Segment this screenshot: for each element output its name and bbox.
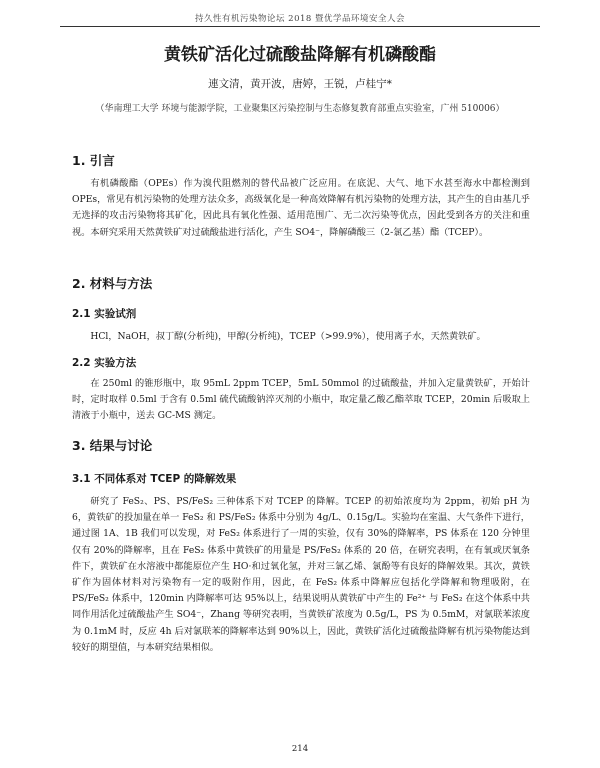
section-heading-methods: 2. 材料与方法 bbox=[72, 276, 153, 291]
paper-title: 黄铁矿活化过硫酸盐降解有机磷酸酯 bbox=[164, 45, 436, 65]
affiliation: （华南理工大学 环境与能源学院，工业聚集区污染控制与生态修复教育部重点实验室，广州 510006） bbox=[95, 104, 505, 114]
page-number: 214 bbox=[291, 744, 309, 754]
subsection-heading-reagents: 2.1 实验试剂 bbox=[72, 308, 137, 320]
header-rule bbox=[60, 26, 540, 27]
running-head: 持久性有机污染物论坛 2018 暨优学品环境安全人会 bbox=[194, 14, 406, 24]
procedure-paragraph: 在 250ml 的锥形瓶中，取 95mL 2ppm TCEP，5mL 50mmol 的过硫酸盐，并加入定量黄铁矿，开始计时，定时取样 0.5ml 于含有 0.5ml 硫代硫酸钠淬灭剂的小瓶中，取定量乙酸乙酯萃取 TCEP，20min 后吸取上清液于小瓶中，送去 GC-MS 测定。 bbox=[72, 378, 530, 422]
section-heading-results: 3. 结果与讨论 bbox=[72, 438, 153, 453]
subsection-heading-procedure: 2.2 实验方法 bbox=[72, 357, 137, 369]
introduction-paragraph: 有机磷酸酯（OPEs）作为溴代阻燃剂的替代品被广泛应用。在底泥、大气、地下水甚至海水中都检测到 OPEs，常见有机污染物的处理方法众多，高级氧化是一种高效降解有机污染物的处理方法，其产生的自由基几乎无选择的攻击污染物将其矿化，因此具有氧化性强、适用范围广、无二次污染等优点，因此受到各方的关注和重视。本研究采用天然黄铁矿对过硫酸盐进行活化，产生 SO4⁻，降解磷酸三（2-氯乙基）酯（TCEP）。 bbox=[72, 178, 530, 238]
author-list: 連文清，黄开波，唐婷，王锐，卢桂宁* bbox=[208, 78, 392, 90]
results-paragraph: 研究了 FeS₂、PS、PS/FeS₂ 三种体系下对 TCEP 的降解。TCEP 的初始浓度均为 2ppm，初始 pH 为 6，黄铁矿的投加量在单一 FeS₂ 和 PS/FeS₂ 体系中分别为 4g/L、0.15g/L。实验均在室温、大气条件下进行，通过图 1A、1B 我们可以发现，对 FeS₂ 体系进行了一周的实验，仅有 30%的降解率，PS 体系在 120 分钟里仅有 20%的降解率，且在 FeS₂ 体系中黄铁矿的用量是 PS/FeS₂ 体系的 20 倍，在研究表明，在有氧或厌氧条件下，黄铁矿在水溶液中都能原位产生 HO·和过氧化氢，并对三氯乙烯、氯酚等有良好的降解效果。其次，黄铁矿作为固体材料对污染物有一定的吸附作用，因此，在 FeS₂ 体系中降解应包括化学降解和物理吸附，在 PS/FeS₂ 体系中，120min 内降解率可达 95%以上，结果说明从黄铁矿中产生的 Fe²⁺ 与 FeS₂ 在这个体系中共同作用活化过硫酸盐产生 SO4⁻，Zhang 等研究表明，当黄铁矿浓度为 0.5g/L，PS 为 0.5mM，对氯联苯浓度为 0.1mM 时，反应 4h 后对氯联苯的降解率达到 90%以上，因此，黄铁矿活化过硫酸盐降解有机污染物能达到较好的期望值，与本研究结果相似。 bbox=[72, 496, 530, 653]
section-heading-introduction: 1. 引言 bbox=[72, 153, 115, 168]
reagents-paragraph: HCl，NaOH，叔丁醇(分析纯)，甲醇(分析纯)，TCEP（>99.9%），使用离子水，天然黄铁矿。 bbox=[90, 331, 486, 342]
subsection-heading-systems: 3.1 不同体系对 TCEP 的降解效果 bbox=[72, 473, 237, 485]
